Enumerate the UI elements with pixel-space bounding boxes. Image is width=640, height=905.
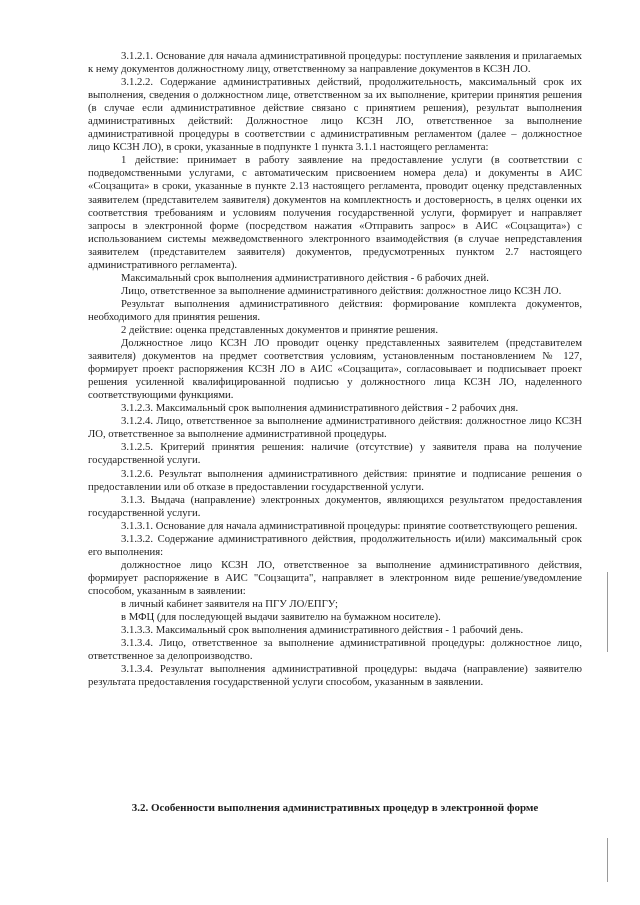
paragraph-3-1-3-4-responsible: 3.1.3.4. Лицо, ответственное за выполнение административной процедуры: должностное лицо, ответственное за делопроизводство.	[88, 637, 582, 663]
paragraph-3-1-2-1: 3.1.2.1. Основание для начала административной процедуры: поступление заявления и прилагаемых к нему документов должностному лицу, ответственному за направление документов в КСЗН ЛО.	[88, 50, 582, 76]
paragraph-official-assessment: Должностное лицо КСЗН ЛО проводит оценку представленных заявителем (представителем заявителя) документов на предмет соответствия условиям, установленным постановлением № 127, формирует проект распоряжения КСЗН ЛО в АИС «Соцзащита», согласовывает и подписывает проект решения усиленной квалифицированной подписью у должностного лица КСЗН ЛО, наделенного соответствующими функциями.	[88, 337, 582, 402]
paragraph-3-1-2-4: 3.1.2.4. Лицо, ответственное за выполнение административного действия: должностное лицо КСЗН ЛО, ответственное за выполнение административной процедуры.	[88, 415, 582, 441]
paragraph-3-1-3: 3.1.3. Выдача (направление) электронных документов, являющихся результатом предоставления государственной услуги.	[88, 493, 582, 519]
paragraph-max-term-6-days: Максимальный срок выполнения административного действия - 6 рабочих дней.	[121, 271, 489, 284]
paragraph-3-1-2-2: 3.1.2.2. Содержание административных действий, продолжительность, максимальный срок их выполнения, сведения о должностном лице, ответственном за их выполнение, критерии принятия решения (в случае если административное действие связано с принятием решения), результат выполнения административных действий: Должностное лицо КСЗН ЛО, ответственное за выполнение административной процедуры в соответствии с административным регламентом (далее – должностное лицо КСЗН ЛО), в сроки, указанные в подпункте 1 пункта 3.1.1 настоящего регламента:	[88, 76, 582, 154]
paragraph-3-1-2-3: 3.1.2.3. Максимальный срок выполнения административного действия - 2 рабочих дня.	[121, 402, 519, 415]
section-heading-3-2: 3.2. Особенности выполнения административных процедур в электронной форме	[131, 802, 539, 814]
paragraph-3-1-3-2: 3.1.3.2. Содержание административного действия, продолжительность и(или) максимальный срок его выполнения:	[88, 532, 582, 558]
paragraph-personal-account: в личный кабинет заявителя на ПГУ ЛО/ЕПГУ;	[121, 597, 338, 610]
paragraph-3-1-3-4-result: 3.1.3.4. Результат выполнения административной процедуры: выдача (направление) заявителю результата предоставления государственной услуги способом, указанным в заявлении.	[88, 663, 582, 689]
paragraph-mfc: в МФЦ (для последующей выдачи заявителю на бумажном носителе).	[121, 611, 441, 624]
paragraph-3-1-2-6: 3.1.2.6. Результат выполнения административного действия: принятие и подписание решения о предоставлении или об отказе в предоставлении государственной услуги.	[88, 467, 582, 493]
paragraph-action-result: Результат выполнения административного действия: формирование комплекта документов, необходимого для принятия решения.	[88, 297, 582, 323]
scan-artifact-line	[607, 572, 608, 652]
paragraph-3-1-3-1: 3.1.3.1. Основание для начала административной процедуры: принятие соответствующего решения.	[121, 519, 578, 532]
document-body	[88, 50, 582, 689]
paragraph-official-forms-order: должностное лицо КСЗН ЛО, ответственное за выполнение административного действия, формирует распоряжение в АИС "Соцзащита", направляет в электронном виде решение/уведомление способом, указанным в заявлении:	[88, 558, 582, 597]
paragraph-3-1-2-5: 3.1.2.5. Критерий принятия решения: наличие (отсутствие) у заявителя права на получение государственной услуги.	[88, 441, 582, 467]
paragraph-action-1: 1 действие: принимает в работу заявление на предоставление услуги (в соответствии с подведомственными услугами, с автоматическим присвоением номера дела) и документы в АИС «Соцзащита» в сроки, указанные в пункте 2.13 настоящего регламента, проводит оценку представленных заявителем (представителем заявителя) документов на комплектность и достоверность, в целях оценки их соответствия требованиям и условиям получения государственной услуги, формирует и направляет запросы в электронной форме (посредством нажатия «Отправить запрос» в АИС «Соцзащита») с использованием системы межведомственного электронного взаимодействия (в случае непредставления заявителем (представителем заявителя) документов, предусмотренных пунктом 2.7 настоящего административного регламента).	[88, 154, 582, 271]
paragraph-action-2: 2 действие: оценка представленных документов и принятие решения.	[121, 323, 439, 336]
scan-artifact-line-lower	[607, 838, 608, 882]
paragraph-3-1-3-3: 3.1.3.3. Максимальный срок выполнения административного действия - 1 рабочий день.	[121, 624, 524, 637]
paragraph-responsible-person: Лицо, ответственное за выполнение административного действия: должностное лицо КСЗН ЛО.	[121, 284, 562, 297]
